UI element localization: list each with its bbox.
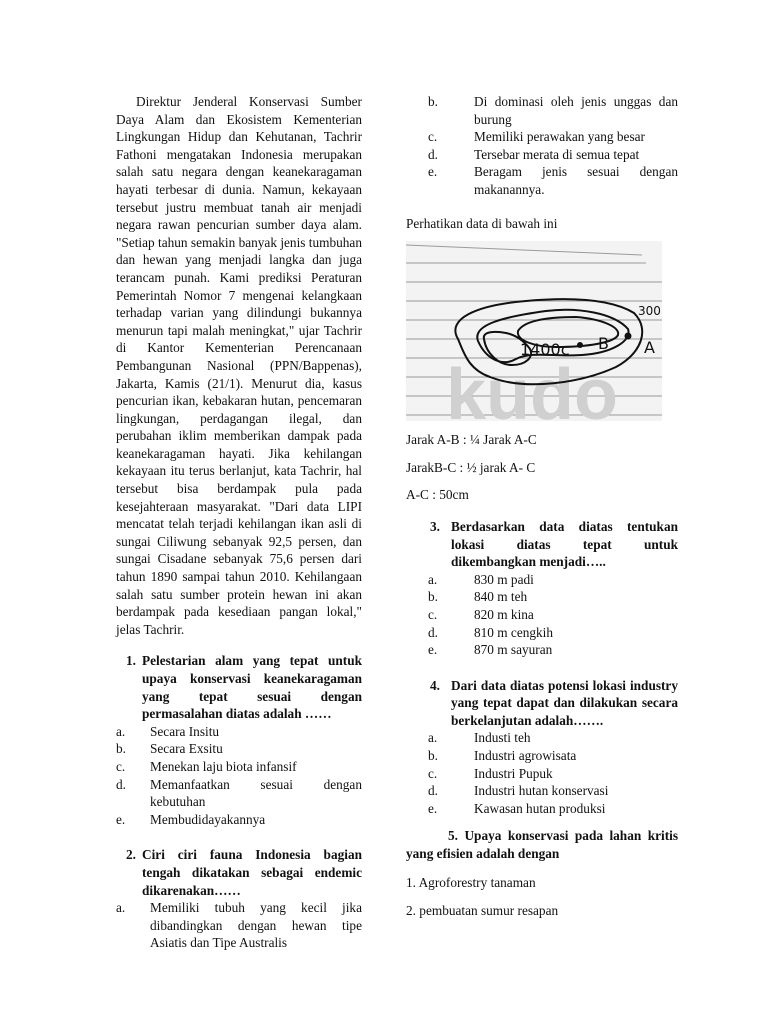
option-text: Memiliki tubuh yang kecil jika dibandingkan dengan hewan tipe Asiatis dan Tipe Australis xyxy=(150,900,362,951)
option-letter: e. xyxy=(428,642,438,658)
question-text: Dari data diatas potensi lokasi industry yang tepat dapat dan dilakukan secara berkelanjutan adalah……. xyxy=(451,677,678,728)
option-letter: c. xyxy=(428,765,438,781)
label-1400c: 1400c xyxy=(520,340,570,360)
option-letter: b. xyxy=(428,748,438,764)
watermark-logo: kudo xyxy=(446,355,618,422)
option-b[interactable] xyxy=(428,747,678,765)
option-text: Beragam jenis sesuai dengan makanannya. xyxy=(474,164,678,197)
option-letter: d. xyxy=(428,146,438,162)
q2-options-left xyxy=(116,899,362,952)
option-d[interactable] xyxy=(116,776,362,811)
question-2 xyxy=(116,846,362,899)
option-c[interactable] xyxy=(428,765,678,783)
option-a[interactable] xyxy=(428,571,678,589)
option-letter: a. xyxy=(428,730,438,746)
q2-options-right xyxy=(428,93,678,199)
option-d[interactable] xyxy=(428,624,678,642)
option-c[interactable] xyxy=(428,128,678,146)
contour-map-photo xyxy=(406,241,662,421)
question-number: 4. xyxy=(430,677,440,693)
option-text: 870 m sayuran xyxy=(474,642,553,658)
option-letter: e. xyxy=(428,164,438,180)
option-text: 820 m kina xyxy=(474,606,534,622)
q3-options xyxy=(428,571,678,659)
option-b[interactable] xyxy=(116,740,362,758)
option-text: Industri agrowisata xyxy=(474,748,577,764)
fact-3: A-C : 50cm xyxy=(406,487,469,503)
q4-options xyxy=(428,729,678,817)
question-1 xyxy=(116,652,362,722)
q1-options xyxy=(116,723,362,829)
q5-item-2: 2. pembuatan sumur resapan xyxy=(406,903,559,919)
option-text: Industri Pupuk xyxy=(474,765,553,781)
question-number: 2. xyxy=(126,847,136,863)
option-b[interactable] xyxy=(428,588,678,606)
fact-2: JarakB-C : ½ jarak A- C xyxy=(406,459,536,475)
option-letter: c. xyxy=(116,758,126,774)
contour-map-drawing xyxy=(406,241,662,421)
option-text: Tersebar merata di semua tepat xyxy=(474,146,640,162)
option-e[interactable] xyxy=(116,811,362,829)
option-text: Industi teh xyxy=(474,730,531,746)
option-letter: b. xyxy=(116,741,126,757)
option-d[interactable] xyxy=(428,146,678,164)
option-c[interactable] xyxy=(428,606,678,624)
option-letter: a. xyxy=(428,571,438,587)
question-number: 1. xyxy=(126,653,136,669)
question-text: Berdasarkan data diatas tentukan lokasi diatas tepat untuk dikembangkan menjadi….. xyxy=(451,518,678,570)
option-letter: b. xyxy=(428,589,438,605)
q5-item-1: 1. Agroforestry tanaman xyxy=(406,874,536,890)
option-letter: c. xyxy=(428,129,438,145)
option-text: Membudidayakannya xyxy=(150,811,266,827)
option-text: Menekan laju biota infansif xyxy=(150,758,297,774)
option-text: Di dominasi oleh jenis unggas dan burung xyxy=(474,94,678,127)
option-text: 810 m cengkih xyxy=(474,624,554,640)
option-d[interactable] xyxy=(428,782,678,800)
label-300: 300 xyxy=(638,304,661,319)
left-column xyxy=(116,93,362,952)
option-c[interactable] xyxy=(116,758,362,776)
option-a[interactable] xyxy=(428,729,678,747)
option-text: Kawasan hutan produksi xyxy=(474,800,606,816)
option-a[interactable] xyxy=(116,723,362,741)
option-letter: d. xyxy=(428,624,438,640)
option-text: 840 m teh xyxy=(474,589,528,605)
option-e[interactable] xyxy=(428,641,678,659)
option-text: 830 m padi xyxy=(474,571,534,587)
question-text: Ciri ciri fauna Indonesia bagian tengah dikatakan sebagai endemic dikarenakan…… xyxy=(142,847,362,898)
point-a xyxy=(625,333,632,340)
question-number: 3. xyxy=(430,518,440,534)
option-text: Secara Exsitu xyxy=(150,741,223,757)
option-e[interactable] xyxy=(428,800,678,818)
option-letter: e. xyxy=(116,811,126,827)
option-letter: b. xyxy=(428,94,438,109)
question-4 xyxy=(406,677,678,730)
question-3 xyxy=(406,518,678,571)
label-b: B xyxy=(598,334,609,354)
question-text: Pelestarian alam yang tepat untuk upaya konservasi keanekaragaman yang tepat sesuai dengan permasalahan diatas adalah …… xyxy=(142,653,362,722)
option-letter: d. xyxy=(116,776,126,792)
question-5-text: 5. Upaya konservasi pada lahan kritis yang efisien adalah dengan xyxy=(406,828,678,862)
option-text: Secara Insitu xyxy=(150,723,220,739)
data-intro-text: Perhatikan data di bawah ini xyxy=(406,215,558,231)
option-e[interactable] xyxy=(428,163,678,198)
label-a: A xyxy=(644,338,655,358)
option-text: Memanfaatkan sesuai dengan kebutuhan xyxy=(150,776,362,810)
option-letter: a. xyxy=(116,900,126,916)
option-a[interactable] xyxy=(116,899,362,952)
intro-paragraph: Direktur Jenderal Konservasi Sumber Daya Alam dan Ekosistem Kementerian Lingkungan Hidup dan Kehutanan, Tachrir Fathoni mengatakan Indonesia merupakan salah satu negara dengan keanekaragaman hayati terbesar di dunia. Namun, kekayaan tersebut justru membuat tanah air menjadi negara rawan pencurian sumber daya alam. "Setiap tahun semakin banyak jenis tumbuhan dan hewan yang menjadi langka dan juga terancam punah. Kami prediksi Peraturan Pemerintah Nomor 7 mengenai kelangkaan terhadap varian yang dilindungi bukannya menurun tapi malah meningkat," ujar Tachrir di Kantor Kementerian Perencanaan Pembangunan Nasional (PPN/Bappenas), Jakarta, Kamis (21/1). Menurut dia, kasus pencurian ikan, kebakaran hutan, pencemaran lingkungan, perdagangan ilegal, dan perubahan iklim memberikan dampak pada keanekaragaman hayati. Jika kehilangan kekayaan itu terus berlanjut, kata Tachrir, hal tersebut bisa berdampak pula pada kesejahteraan masyarakat. "Dari data LIPI mencatat telah terjadi kehilangan ikan asli di sungai Ciliwung sebanyak 92,5 persen, dan sungai Cisadane sebanyak 75,6 persen dari tahun 1890 sampai tahun 2010. Kehilangaan salah satu sumber protein hewan ini akan berdampak pada kesediaan pangan lokal," jelas Tachrir. xyxy=(116,94,362,637)
fact-1: Jarak A-B : ¼ Jarak A-C xyxy=(406,432,537,448)
option-letter: a. xyxy=(116,723,126,739)
option-letter: c. xyxy=(428,606,438,622)
option-letter: d. xyxy=(428,783,438,799)
point-c xyxy=(577,342,583,348)
option-text: Memiliki perawakan yang besar xyxy=(474,129,645,145)
option-letter: e. xyxy=(428,800,438,816)
option-b[interactable] xyxy=(428,93,678,128)
option-text: Industri hutan konservasi xyxy=(474,783,609,799)
right-column xyxy=(406,93,678,920)
